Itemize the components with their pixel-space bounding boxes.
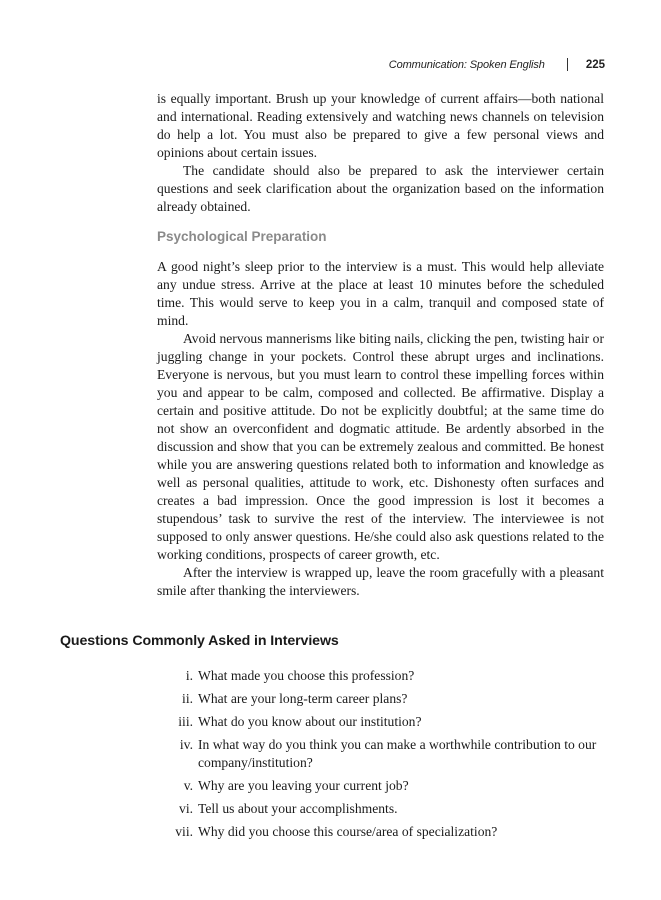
list-item-number: vi. [179,801,193,816]
list-item-text: What do you know about our institution? [198,714,422,729]
list-item-text: Why did you choose this course/area of specialization? [198,824,498,839]
running-head-title: Communication: Spoken English [388,58,545,71]
list-item [157,800,604,818]
running-head-separator [567,58,568,71]
list-item-number: i. [185,668,193,683]
intro-paragraph-1: is equally important. Brush up your knowledge of current affairs—both national and international. Reading extensively and watching news channels on television do help a lot. You must also be prepared to give a few personal views and opinions about certain issues. [157,91,604,160]
questions-list [157,667,604,846]
list-item-number: vii. [175,824,193,839]
intro-text [157,90,604,216]
psych-paragraph-1: A good night’s sleep prior to the interview is a must. This would help alleviate any undue stress. Arrive at the place at least 10 minutes before the scheduled time. This would serve to keep you in a calm, tranquil and composed state of mind. [157,259,604,328]
list-item-text: What are your long-term career plans? [198,691,408,706]
list-item [157,777,604,795]
list-item [157,823,604,841]
list-item [157,713,604,731]
list-item-number: iv. [179,737,193,752]
list-item [157,736,604,772]
list-item-number: v. [183,778,193,793]
list-item-number: iii. [178,714,193,729]
psychological-preparation-heading: Psychological Preparation [157,229,327,244]
running-head [389,58,605,71]
psych-paragraph-3: After the interview is wrapped up, leave the room gracefully with a pleasant smile after thanking the interviewers. [157,565,604,598]
list-item-text: Why are you leaving your current job? [198,778,409,793]
list-item-number: ii. [182,691,193,706]
list-item [157,667,604,685]
psych-paragraph-2: Avoid nervous mannerisms like biting nails, clicking the pen, twisting hair or juggling change in your pockets. Control these abrupt urges and inclinations. Everyone is nervous, but you must learn to control these impelling forces within you and appear to be calm, composed and collected. Be affirmative. Display a certain and positive attitude. Do not be explicitly doubtful; at the same time do not show an overconfident and dogmatic attitude. Be ardently absorbed in the discussion and show that you can be extremely zealous and committed. Be honest while you are answering questions related both to information and knowledge as well as personal qualities, attitude to work, etc. Dishonesty often surfaces and creates a bad impression. Once the good impression is lost it becomes a stupendous’ task to survive the rest of the interview. The interviewee is not supposed to only answer questions. He/she could also ask questions related to the working conditions, prospects of career growth, etc. [157,331,604,562]
list-item-text: What made you choose this profession? [198,668,415,683]
list-item-text: Tell us about your accomplishments. [198,801,398,816]
list-item [157,690,604,708]
list-item-text: In what way do you think you can make a worthwhile contribution to our company/institution? [198,737,597,770]
psychological-preparation-text [157,258,604,600]
intro-paragraph-2: The candidate should also be prepared to ask the interviewer certain questions and seek clarification about the organization based on the information already obtained. [157,163,604,214]
page-number: 225 [585,58,605,71]
questions-section-heading: Questions Commonly Asked in Interviews [60,633,339,649]
